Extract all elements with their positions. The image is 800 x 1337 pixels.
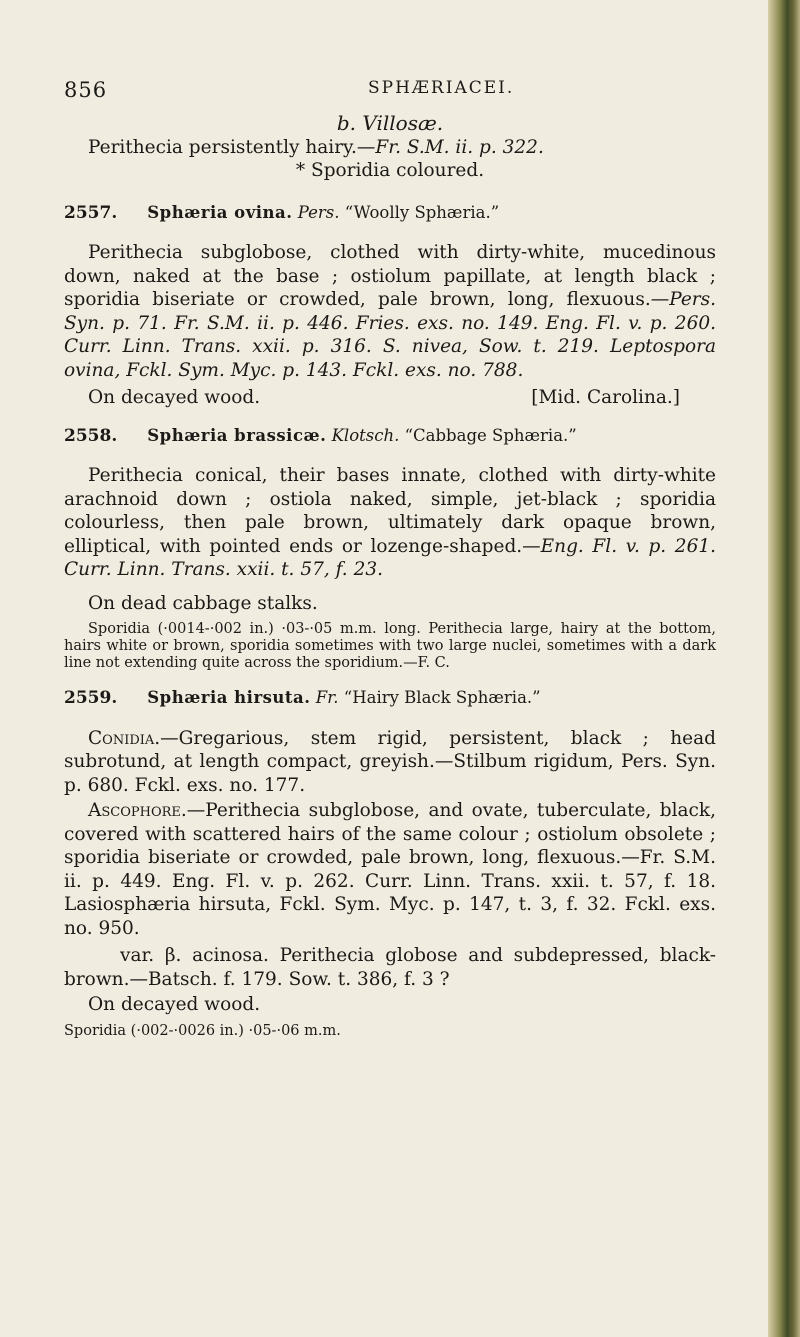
entry-heading: 2559. Sphæria hirsuta. Fr. “Hairy Black Sphæria.” bbox=[64, 688, 541, 708]
intro-text: Perithecia persistently hairy.—Fr. S.M. ii. p. 322. bbox=[88, 136, 544, 158]
conidia-description: Conidia.—Gregarious, stem rigid, persistent, black ; head subrotund, at length compact, greyish.—Stilbum rigidum, Pers. Syn. p. 680. Fckl. exs. no. 177. bbox=[64, 727, 716, 796]
habitat-line: On dead cabbage stalks. bbox=[88, 592, 318, 614]
page-content bbox=[64, 112, 716, 1040]
page-edge bbox=[768, 0, 800, 1337]
entry-heading: 2557. Sphæria ovina. Pers. “Woolly Sphæria.” bbox=[64, 202, 500, 223]
habitat-line: On decayed wood. bbox=[88, 994, 261, 1015]
ascophore-description: Ascophore.—Perithecia subglobose, and ovate, tuberculate, black, covered with scattered hairs of the same colour ; ostiolum obsolete ; sporidia biseriate or crowded, pale brown, long, flexuous.—Fr. S.M. ii. p. 449. Eng. Fl. v. p. 262. Curr. Linn. Trans. xxii. t. 57, f. 18. Lasiosphæria hirsuta, Fckl. Sym. Myc. p. 147, t. 3, f. 32. Fckl. exs. no. 950. bbox=[64, 800, 716, 939]
entry-description: Perithecia conical, their bases innate, clothed with dirty-white arachnoid down ; ostiola naked, simple, jet-black ; sporidia colourless, then pale brown, ultimately dark opaque brown, elliptical, with pointed ends or lozenge-shaped.—Eng. Fl. v. p. 261. Curr. Linn. Trans. xxii. t. 57, f. 23. bbox=[64, 465, 716, 580]
sporidia-note: Sporidia (·002-·0026 in.) ·05-·06 m.m. bbox=[64, 1022, 341, 1039]
subsection-heading: b. Villosæ. bbox=[336, 111, 444, 135]
running-head bbox=[0, 78, 768, 102]
sporidia-note: Sporidia (·0014-·002 in.) ·03-·05 m.m. long. Perithecia large, hairy at the bottom, hairs white or brown, sporidia sometimes with two large nuclei, sometimes with a dark line not extending quite across the sporidium.—F. C. bbox=[64, 621, 716, 671]
section-title: SPHÆRIACEI. bbox=[368, 78, 515, 98]
entry-heading: 2558. Sphæria brassicæ. Klotsch. “Cabbage Sphæria.” bbox=[64, 425, 577, 446]
page-number: 856 bbox=[64, 78, 108, 102]
entry-description: Perithecia subglobose, clothed with dirty-white, mucedinous down, naked at the base ; ostiolum papillate, at length black ; sporidia biseriate or crowded, pale brown, long, flexuous.—Pers. Syn. p. 71. Fr. S.M. ii. p. 446. Fries. exs. no. 149. Eng. Fl. v. p. 260. Curr. Linn. Trans. xxii. p. 316. S. nivea, Sow. t. 219. Leptospora ovina, Fckl. Sym. Myc. p. 143. Fckl. exs. no. 788. bbox=[64, 242, 716, 381]
sporidia-coloured-note: * Sporidia coloured. bbox=[295, 160, 485, 181]
variety-description: var. β. acinosa. Perithecia globose and subdepressed, black-brown.—Batsch. f. 179. Sow. t. 386, f. 3 ? bbox=[64, 945, 716, 990]
habitat-line: On decayed wood. [Mid. Carolina.] bbox=[88, 387, 680, 408]
